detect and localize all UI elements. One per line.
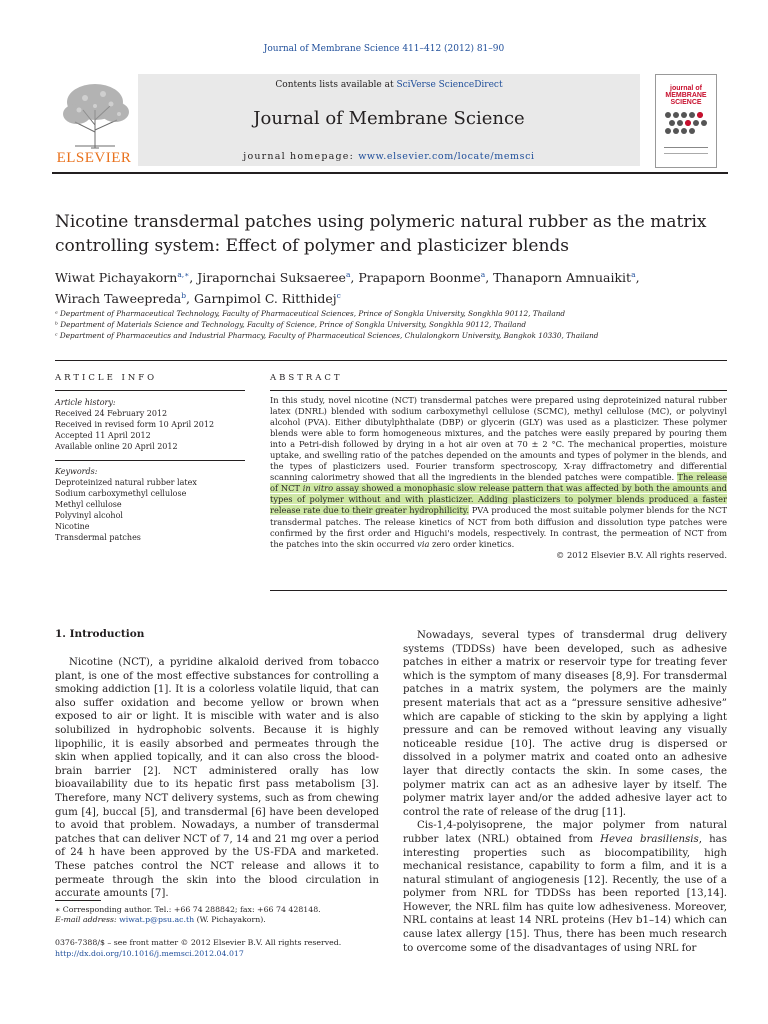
sciencedirect-link[interactable]: SciVerse ScienceDirect: [396, 80, 503, 90]
doi-link[interactable]: http://dx.doi.org/10.1016/j.memsci.2012.04.017: [55, 949, 244, 958]
author-affil-mark[interactable]: a: [480, 270, 486, 279]
author-email-line: E-mail address: wiwat.p@psu.ac.th (W. Pichayakorn).: [55, 915, 266, 924]
author-affil-mark[interactable]: a: [345, 270, 351, 279]
author-affil-mark[interactable]: a,∗: [177, 270, 190, 279]
author-email-link[interactable]: wiwat.p@psu.ac.th: [119, 915, 195, 924]
keyword: Methyl cellulose: [55, 500, 122, 509]
doi-line: [55, 949, 379, 959]
abstract-copyright: © 2012 Elsevier B.V. All rights reserved.: [556, 549, 727, 560]
abstract-text: In this study, novel nicotine (NCT) transdermal patches were prepared using deproteinized natural rubber latex (DNRL) blended with sodium carboxymethyl cellulose (SCMC), methyl cellulose (MC), or polyvinyl alcohol (PVA). Either dibutylphthalate (DBP) or glycerin (GLY) was used as a plasticizer. These polymer blends were able to form homogeneous mixtures, and the patches were easily prepared by pouring them into a Petri-dish followed by drying in a hot air oven at 70 ± 2 °C. The mechanical properties, moisture uptake, and swelling ratio of the patches depended on the amounts and types of polymer in the blends, and the types of plasticizers used. Fourier transform spectroscopy, X-ray diffractometry and differential scanning calorimetry showed that all the ingredients in the blended patches were compatible. The release of NCT in vitro assay showed a monophasic slow release pattern that was affected by both the amounts and types of polymer without and with plasticizer. Adding plasticizers to polymer blends produced a faster release rate due to their greater hydrophilicity. PVA produced the most suitable polymer blends for the NCT transdermal patches. The release kinetics of NCT from both diffusion and dissolution type patches were confirmed by the first order and Higuchi's models, respectively. In contrast, the permeation of NCT from the patches into the skin occurred via zero order kinetics. © 2012 Elsevier B.V. All rights reserved.: [270, 395, 727, 560]
author-line-2: Wirach Taweepreda$^b$, Garnpimol C. Ritthidej$^c$: [55, 291, 341, 307]
keywords-label: Keywords:: [55, 467, 98, 476]
author-affil-mark[interactable]: c: [336, 291, 341, 301]
journal-title: Journal of Membrane Science: [253, 108, 525, 129]
history-label: Article history:: [55, 398, 116, 407]
homepage-link[interactable]: www.elsevier.com/locate/memsci: [358, 151, 535, 162]
abstract-heading: ABSTRACT: [270, 373, 343, 383]
paragraph: Nicotine (NCT), a pyridine alkaloid derived from tobacco plant, is one of the most effective substances for controlling a smoking addiction [1]. It is a colorless volatile liquid, that can also suffer oxidation and become yellow or brown when exposed to air or light. It is miscible with water and is also solubilized in hydrophobic solvents. Because it is highly lipophilic, it is easily absorbed and permeates through the skin when applied topically, and it can also cross the blood-brain barrier [2]. NCT administered orally has low bioavailability due to its hepatic first pass metabolism [3]. Therefore, many NCT delivery systems, such as from chewing gum [4], buccal [5], and transdermal [6] have been developed to avoid that problem. Nowadays, a number of transdermal patches that can deliver NCT of 7, 14 and 21 mg over a period of 24 h have been approved by the US-FDA and marketed. These patches control the NCT release and allows it to permeate through the skin into the blood circulation in accurate amounts [7].: [55, 657, 379, 900]
paragraph: Cis-1,4-polyisoprene, the major polymer from natural rubber latex (NRL) obtained from Hevea brasiliensis, has interesting properties such as biocompatibility, high mechanical resistance, capability to form a film, and it is a natural stimulant of angiogenesis [12]. Recently, the use of a polymer from NRL for TDDSs has been reported [13,14]. However, the NRL film has quite low adhesiveness. Moreover, NRL contains at least 14 NRL proteins (Hev b1–14) which can cause latex allergy [15]. Thus, there has been much research to overcome some of the disadvantages of using NRL for: [403, 820, 727, 954]
cover-title: journal of MEMBRANE SCIENCE: [665, 85, 707, 106]
contents-line: [138, 80, 640, 90]
keywords: [55, 466, 255, 543]
affiliation-b: ᵇ Department of Materials Science and Technology, Faculty of Science, Prince of Songkla University, Songkhla 90112, Thailand: [55, 320, 527, 329]
section-heading-introduction: 1. Introduction: [55, 628, 145, 640]
paragraph: Nowadays, several types of transdermal drug delivery systems (TDDSs) have been developed, such as adhesive patches in either a matrix or reservoir type for treating fever which is the symptom of many diseases [8,9]. For transdermal patches in a matrix system, the polymers are the mainly present materials that act as a “pressure sensitive adhesive” which are capable of sticking to the skin by applying a light pressure and can be removed without leaving any visually noticeable residue [10]. The active drug is dispersed or dissolved in a polymer matrix and coated onto an adhesive layer that directly contacts the skin. In some cases, the polymer matrix can act as an adhesive layer by itself. The polymer matrix layer and/or the added adhesive layer act to control the rate of release of the drug [11].: [403, 630, 727, 818]
title-line-1: Nicotine transdermal patches using polymeric natural rubber as the matrix: [55, 212, 707, 232]
abstract-bottom-rule: [270, 590, 727, 591]
article-info-heading: ARTICLE INFO: [55, 373, 158, 383]
homepage-prefix: journal homepage:: [243, 151, 359, 162]
keyword: Nicotine: [55, 522, 90, 531]
cover-graphic: [662, 109, 710, 137]
author-name: Wirach Taweepreda: [55, 291, 182, 307]
author-list: [55, 266, 725, 308]
affiliation-rule: [55, 360, 727, 361]
author-name: Jirapornchai Suksaeree: [197, 270, 346, 286]
keyword: Polyvinyl alcohol: [55, 511, 123, 520]
article-history: [55, 397, 255, 452]
cover-line: [664, 147, 708, 148]
journal-homepage: [138, 151, 640, 162]
highlighted-text[interactable]: The release of NCT in vitro assay showed a monophasic slow release pattern that was affected by both the amounts and types of polymer without and with plasticizer. Adding plasticizers to polymer blends produced a faster release rate due to their greater hydrophilicity.: [270, 472, 727, 516]
author-name: Thanaporn Amnuaikit: [493, 270, 632, 286]
keyword: Transdermal patches: [55, 533, 141, 542]
issn-line: 0376-7388/$ – see front matter © 2012 Elsevier B.V. All rights reserved.: [55, 938, 342, 947]
history-revised: Received in revised form 10 April 2012: [55, 420, 215, 429]
abstract-rule: [270, 390, 727, 391]
elsevier-logo-text: ELSEVIER: [56, 150, 132, 166]
article-title: [55, 210, 735, 258]
history-online: Available online 20 April 2012: [55, 442, 178, 451]
keyword: Deproteinized natural rubber latex: [55, 478, 197, 487]
title-line-2: controlling system: Effect of polymer and plasticizer blends: [55, 236, 570, 256]
author-name: Prapaporn Boonme: [358, 270, 481, 286]
body-column-right: [403, 629, 727, 955]
history-received: Received 24 February 2012: [55, 409, 168, 418]
article-info-rule: [55, 390, 245, 391]
header-rule: [52, 172, 728, 174]
affiliation-c: ᶜ Department of Pharmaceutics and Industrial Pharmacy, Faculty of Pharmaceutical Sciences, Chulalongkorn University, Bangkok 10330, Thailand: [55, 331, 599, 340]
author-name: Garnpimol C. Ritthidej: [194, 291, 337, 307]
body-column-left: [55, 656, 379, 901]
contents-prefix: Contents lists available at: [275, 80, 397, 90]
cover-line: [664, 153, 708, 154]
affiliation-a: ᵃ Department of Pharmaceutical Technology, Faculty of Pharmaceutical Sciences, Prince of Songkla University, Songkhla 90112, Thailand: [55, 309, 566, 318]
author-affil-mark[interactable]: b: [181, 291, 187, 301]
history-accepted: Accepted 11 April 2012: [55, 431, 151, 440]
corresponding-author-note: ∗ Corresponding author. Tel.: +66 74 288842; fax: +66 74 428148. E-mail address: wiwat.p@psu.ac.th (W. Pichayakorn).: [55, 905, 379, 925]
author-line-1: Wiwat Pichayakorn$^{a,∗}$, Jirapornchai Suksaeree$^a$, Prapaporn Boonme$^a$, Thanaporn Amnuaikit$^a$,: [55, 270, 640, 286]
author-name: Wiwat Pichayakorn: [55, 270, 178, 286]
author-affil-mark[interactable]: a: [631, 270, 636, 279]
elsevier-tree-logo: [55, 80, 135, 150]
keyword: Sodium carboxymethyl cellulose: [55, 489, 187, 498]
journal-citation[interactable]: Journal of Membrane Science 411–412 (2012) 81–90: [263, 44, 505, 54]
journal-cover-thumbnail: [655, 74, 717, 168]
article-info-separator: [55, 460, 245, 461]
footnote-rule: [55, 900, 101, 901]
